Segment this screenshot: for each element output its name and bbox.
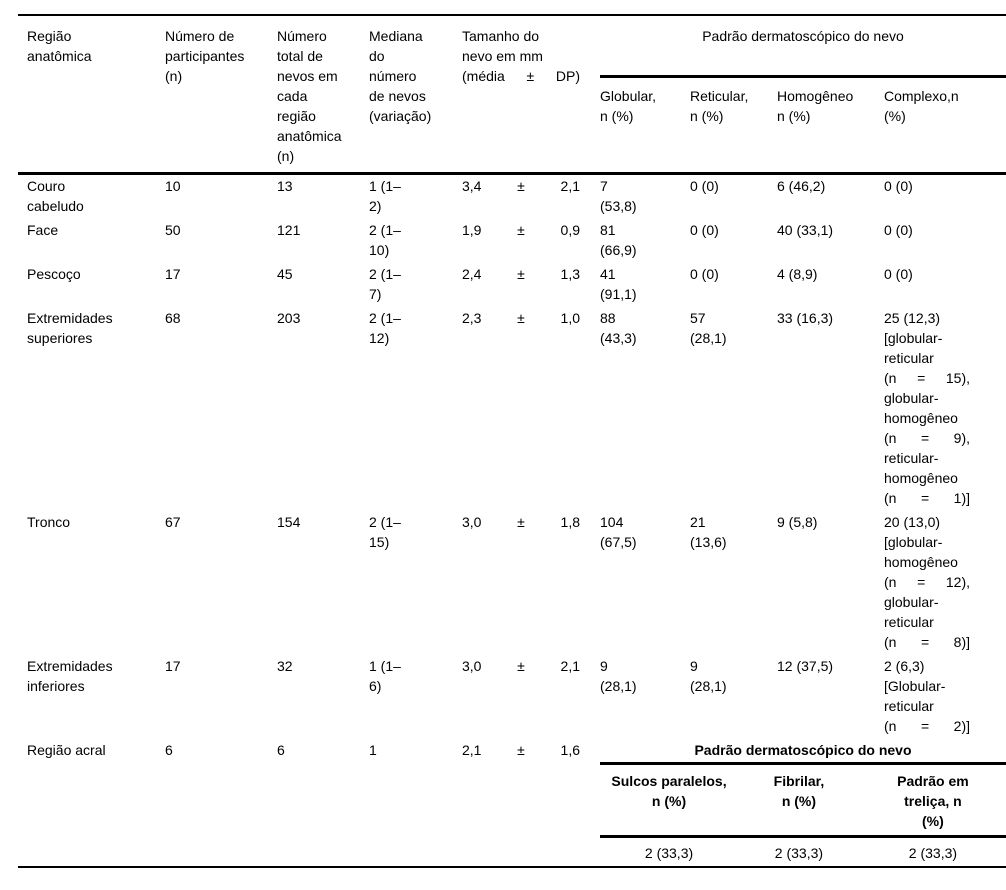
- col-header-homogeneo: Homogêneo n (%): [777, 77, 884, 174]
- cell-region: Pescoço: [27, 266, 81, 282]
- col-header-complexo: Complexo,n (%): [884, 77, 1006, 174]
- cell-region: Face: [27, 222, 59, 238]
- cell-reticular: 57 (28,1): [690, 310, 727, 346]
- cell-tamanho: 3,0 ± 1,8: [462, 514, 580, 530]
- col-header-regiao-anatomica: Região anatômica: [18, 15, 165, 174]
- cell-mediana: 2 (1– 10): [369, 222, 401, 258]
- table-row-pescoco: [18, 263, 1006, 307]
- cell-tamanho: 3,0 ± 2,1: [462, 658, 580, 674]
- cell-total-nevos: 121: [277, 222, 301, 238]
- cell-homogeneo: 4 (8,9): [777, 266, 818, 282]
- cell-participants: 68: [165, 310, 181, 326]
- col-header-tamanho-nevo: Tamanho do nevo em mm (média ± DP): [462, 15, 600, 174]
- group-header-padrao-dermatoscopico: Padrão dermatoscópico do nevo: [600, 15, 1006, 77]
- cell-participants: 67: [165, 514, 181, 530]
- acral-subtable-title: Padrão dermatoscópico do nevo: [600, 739, 1006, 765]
- table-row-face: [18, 219, 1006, 263]
- table-row-extremidades-superiores: [18, 307, 1006, 511]
- cell-reticular: 9 (28,1): [690, 658, 727, 694]
- cell-homogeneo: 12 (37,5): [777, 658, 834, 674]
- cell-globular: 7 (53,8): [600, 178, 637, 214]
- table-header: [18, 15, 1006, 174]
- cell-mediana: 1: [369, 742, 377, 758]
- cell-globular: 104 (67,5): [600, 514, 637, 550]
- cell-reticular: 0 (0): [690, 178, 719, 194]
- cell-complexo: 20 (13,0) [globular- homogêneo (n = 12), globular- reticular (n = 8)]: [884, 514, 971, 650]
- nevus-dermoscopy-table: [18, 14, 1006, 868]
- cell-total-nevos: 32: [277, 658, 293, 674]
- cell-tamanho: 1,9 ± 0,9: [462, 222, 580, 238]
- col-header-mediana-nevos: Mediana do número de nevos (variação): [369, 15, 462, 174]
- cell-globular: 88 (43,3): [600, 310, 637, 346]
- col-header-reticular: Reticular, n (%): [690, 77, 777, 174]
- cell-reticular: 21 (13,6): [690, 514, 727, 550]
- cell-region: Couro cabeludo: [27, 178, 84, 214]
- cell-tamanho: 2,3 ± 1,0: [462, 310, 580, 326]
- table-row-tronco: [18, 511, 1006, 655]
- cell-complexo: 25 (12,3) [globular- reticular (n = 15), globular- homogêneo (n = 9), reticular- homogêneo (n = 1)]: [884, 310, 971, 506]
- cell-tamanho: 3,4 ± 2,1: [462, 178, 580, 194]
- cell-participants: 17: [165, 266, 181, 282]
- cell-region: Tronco: [27, 514, 71, 530]
- cell-homogeneo: 9 (5,8): [777, 514, 818, 530]
- col-header-numero-participantes: Número de participantes (n): [165, 15, 277, 174]
- cell-fibrilar: 2 (33,3): [774, 845, 824, 861]
- cell-total-nevos: 6: [277, 742, 285, 758]
- col-header-sulcos-paralelos: Sulcos paralelos, n (%): [611, 773, 727, 809]
- col-header-globular: Globular, n (%): [600, 77, 690, 174]
- cell-complexo: 2 (6,3) [Globular- reticular (n = 2)]: [884, 658, 971, 734]
- cell-complexo: 0 (0): [884, 266, 913, 282]
- cell-reticular: 0 (0): [690, 266, 719, 282]
- cell-complexo: 0 (0): [884, 222, 913, 238]
- cell-total-nevos: 203: [277, 310, 301, 326]
- cell-tamanho: 2,4 ± 1,3: [462, 266, 580, 282]
- cell-participants: 6: [165, 742, 173, 758]
- acral-subtable-header-row: [600, 765, 1006, 838]
- cell-mediana: 1 (1– 2): [369, 178, 401, 214]
- col-header-fibrilar: Fibrilar, n (%): [773, 773, 825, 809]
- cell-region: Extremidades superiores: [27, 310, 113, 346]
- cell-region: Extremidades inferiores: [27, 658, 113, 694]
- cell-homogeneo: 6 (46,2): [777, 178, 826, 194]
- table-row-extremidades-inferiores: [18, 655, 1006, 739]
- cell-globular: 81 (66,9): [600, 222, 637, 258]
- cell-globular: 41 (91,1): [600, 266, 637, 302]
- cell-homogeneo: 33 (16,3): [777, 310, 834, 326]
- cell-mediana: 1 (1– 6): [369, 658, 401, 694]
- cell-participants: 17: [165, 658, 181, 674]
- cell-participants: 10: [165, 178, 181, 194]
- cell-padrao-trelica: 2 (33,3): [908, 845, 958, 861]
- cell-homogeneo: 40 (33,1): [777, 222, 834, 238]
- col-header-numero-total-nevos: Número total de nevos em cada região anatômica (n): [277, 15, 369, 174]
- col-header-padrao-trelica: Padrão em treliça, n (%): [897, 773, 969, 829]
- cell-total-nevos: 45: [277, 266, 293, 282]
- cell-globular: 9 (28,1): [600, 658, 637, 694]
- table-row-regiao-acral: [18, 739, 1006, 867]
- cell-tamanho: 2,1 ± 1,6: [462, 742, 580, 758]
- cell-participants: 50: [165, 222, 181, 238]
- table-row-couro-cabeludo: [18, 174, 1006, 220]
- acral-nested-table: [600, 739, 1006, 867]
- cell-total-nevos: 154: [277, 514, 301, 530]
- cell-sulcos-paralelos: 2 (33,3): [644, 845, 694, 861]
- cell-region: Região acral: [27, 742, 106, 758]
- cell-mediana: 2 (1– 7): [369, 266, 401, 302]
- cell-mediana: 2 (1– 12): [369, 310, 401, 346]
- cell-total-nevos: 13: [277, 178, 293, 194]
- acral-subtable-value-row: [600, 838, 1006, 863]
- cell-reticular: 0 (0): [690, 222, 719, 238]
- cell-mediana: 2 (1– 15): [369, 514, 401, 550]
- cell-complexo: 0 (0): [884, 178, 913, 194]
